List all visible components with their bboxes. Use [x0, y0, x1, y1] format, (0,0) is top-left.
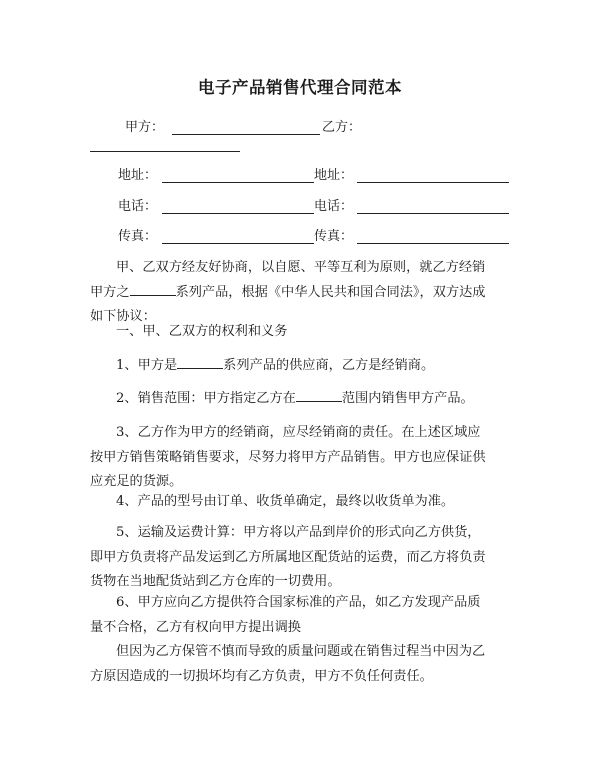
- intro-line-1: 甲、乙双方经友好协商，以自愿、平等互利为原则，就乙方经销: [116, 260, 486, 275]
- clause-1: 1、甲方是 系列产品的供应商，乙方是经销商。: [90, 354, 520, 379]
- phone-a-label: 电话：: [118, 199, 158, 214]
- clause-4: 4、产品的型号由订单、收货单确定，最终以收货单为准。: [116, 494, 455, 509]
- clause-5: 5、运输及运费计算：甲方将以产品到岸价的形式向乙方供货， 即甲方负责将产品发运到乙方所属地区配货站的运费，而乙方将负责 货物在当地配货站到乙方仓库的一切费用。: [90, 525, 486, 589]
- fax-b-label: 传真：: [314, 229, 354, 244]
- party-a-blank: [172, 134, 320, 135]
- address-b-blank: [357, 182, 509, 183]
- fax-a-blank: [162, 243, 314, 244]
- address-a-blank: [162, 182, 314, 183]
- clause-2-blank: [296, 388, 342, 402]
- party-b-label: 乙方：: [322, 120, 362, 135]
- phone-b-blank: [357, 213, 509, 214]
- phone-a-blank: [162, 213, 314, 214]
- address-a-label: 地址：: [118, 168, 158, 183]
- document-title: 电子产品销售代理合同范本: [198, 78, 402, 97]
- party-b-blank: [90, 151, 240, 152]
- intro-paragraph: [90, 256, 520, 330]
- party-a-label: 甲方：: [125, 120, 165, 135]
- clause-3: 3、乙方作为甲方的经销商，应尽经销商的责任。在上述区域应 按甲方销售策略销售要求，尽努力将甲方产品销售。甲方也应保证供 应充足的货源。: [90, 425, 486, 489]
- section-heading: 一、甲、乙双方的权利和义务: [116, 324, 288, 339]
- fax-a-label: 传真：: [118, 229, 158, 244]
- clause-2: 2、销售范围：甲方指定乙方在 范围内销售甲方产品。: [90, 387, 520, 412]
- clause-6: 6、甲方应向乙方提供符合国家标准的产品，如乙方发现产品质 量不合格，乙方有权向甲方提出调换: [90, 595, 481, 635]
- product-series-blank: [130, 282, 176, 296]
- phone-b-label: 电话：: [314, 199, 354, 214]
- clause-1-blank: [177, 355, 223, 369]
- clause-7: 但因为乙方保管不慎而导致的质量问题或在销售过程当中因为乙 方原因造成的一切损坏均有乙方负责，甲方不负任何责任。: [90, 644, 486, 684]
- intro-line-2: 甲方之 系列产品，根据《中华人民共和国合同法》，双方达成: [90, 285, 485, 300]
- address-b-label: 地址：: [314, 168, 354, 183]
- intro-line-3: 如下协议：: [90, 309, 156, 324]
- fax-b-blank: [357, 243, 509, 244]
